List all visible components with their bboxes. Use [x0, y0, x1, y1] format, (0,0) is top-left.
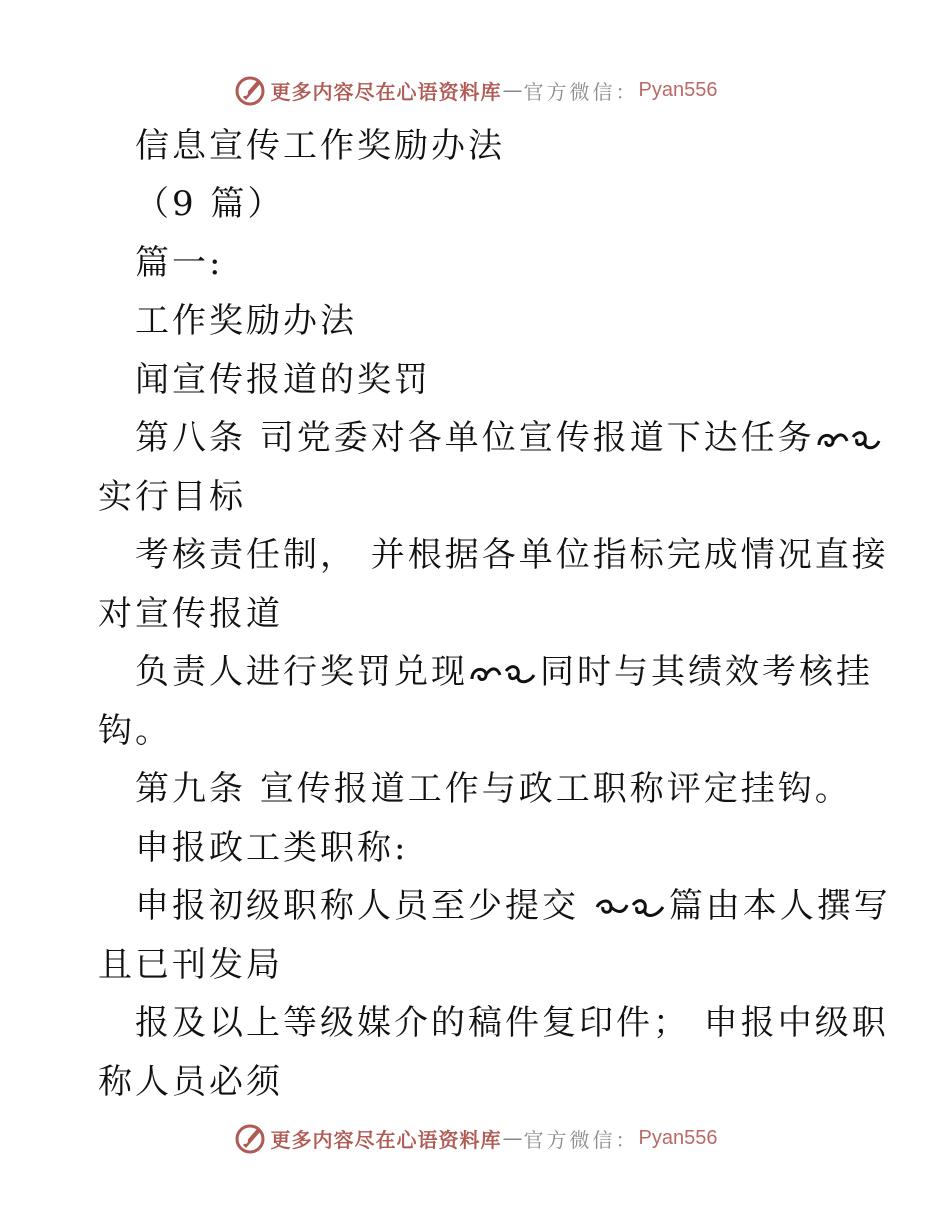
article-9-line-6: 称人员必须: [98, 1062, 283, 1102]
doc-subheading: 闻宣传报道的奖罚: [135, 360, 431, 400]
header-banner: [0, 70, 950, 110]
doc-title: 信息宣传工作奖励办法: [135, 126, 505, 166]
doc-count: （9 篇）: [135, 184, 285, 224]
article-8-line-4: 对宣传报道: [98, 594, 283, 634]
article-9-line-4: 且已刊发局: [98, 945, 283, 985]
banner-wechat-id: Pyan556: [638, 1126, 718, 1149]
article-8-text-5b: 同时与其绩效考核挂: [540, 652, 873, 692]
ornament-icon: [815, 425, 885, 455]
article-8-line-6: 钩。: [98, 711, 172, 751]
logo-icon: [233, 73, 267, 107]
article-8-text-5a: 负责人进行奖罚兑现: [135, 652, 468, 692]
article-9-line-1: 第九条 宣传报道工作与政工职称评定挂钩。: [135, 769, 852, 809]
ornament-icon: [593, 893, 669, 923]
banner-dash: —: [502, 78, 523, 102]
ornament-icon: [468, 659, 540, 689]
article-9-text-3a: 申报初级职称人员至少提交: [135, 886, 593, 926]
banner-wechat-id: Pyan556: [638, 78, 718, 101]
footer-banner: [0, 1118, 950, 1158]
banner-text: 更多内容尽在心语资料库: [270, 79, 502, 104]
banner-text: 更多内容尽在心语资料库: [270, 1127, 502, 1152]
article-8-line-5: [135, 652, 873, 692]
article-9-text-3b: 篇由本人撰写: [668, 886, 891, 926]
article-9-line-2: 申报政工类职称:: [135, 828, 409, 868]
banner-official: 官方微信：: [523, 1127, 639, 1152]
article-8-line-1: [135, 418, 885, 458]
article-9-line-3: [135, 886, 891, 926]
article-8-line-3: 考核责任制， 并根据各单位指标完成情况直接: [135, 535, 889, 575]
banner-dash: —: [502, 1126, 523, 1150]
article-8-text: 第八条 司党委对各单位宣传报道下达任务: [135, 418, 815, 458]
doc-heading: 工作奖励办法: [135, 301, 357, 341]
doc-part: 篇一:: [135, 243, 224, 283]
article-8-line-2: 实行目标: [98, 477, 246, 517]
logo-icon: [233, 1121, 267, 1155]
banner-official: 官方微信：: [523, 79, 639, 104]
article-9-line-5: 报及以上等级媒介的稿件复印件； 申报中级职: [135, 1003, 889, 1043]
